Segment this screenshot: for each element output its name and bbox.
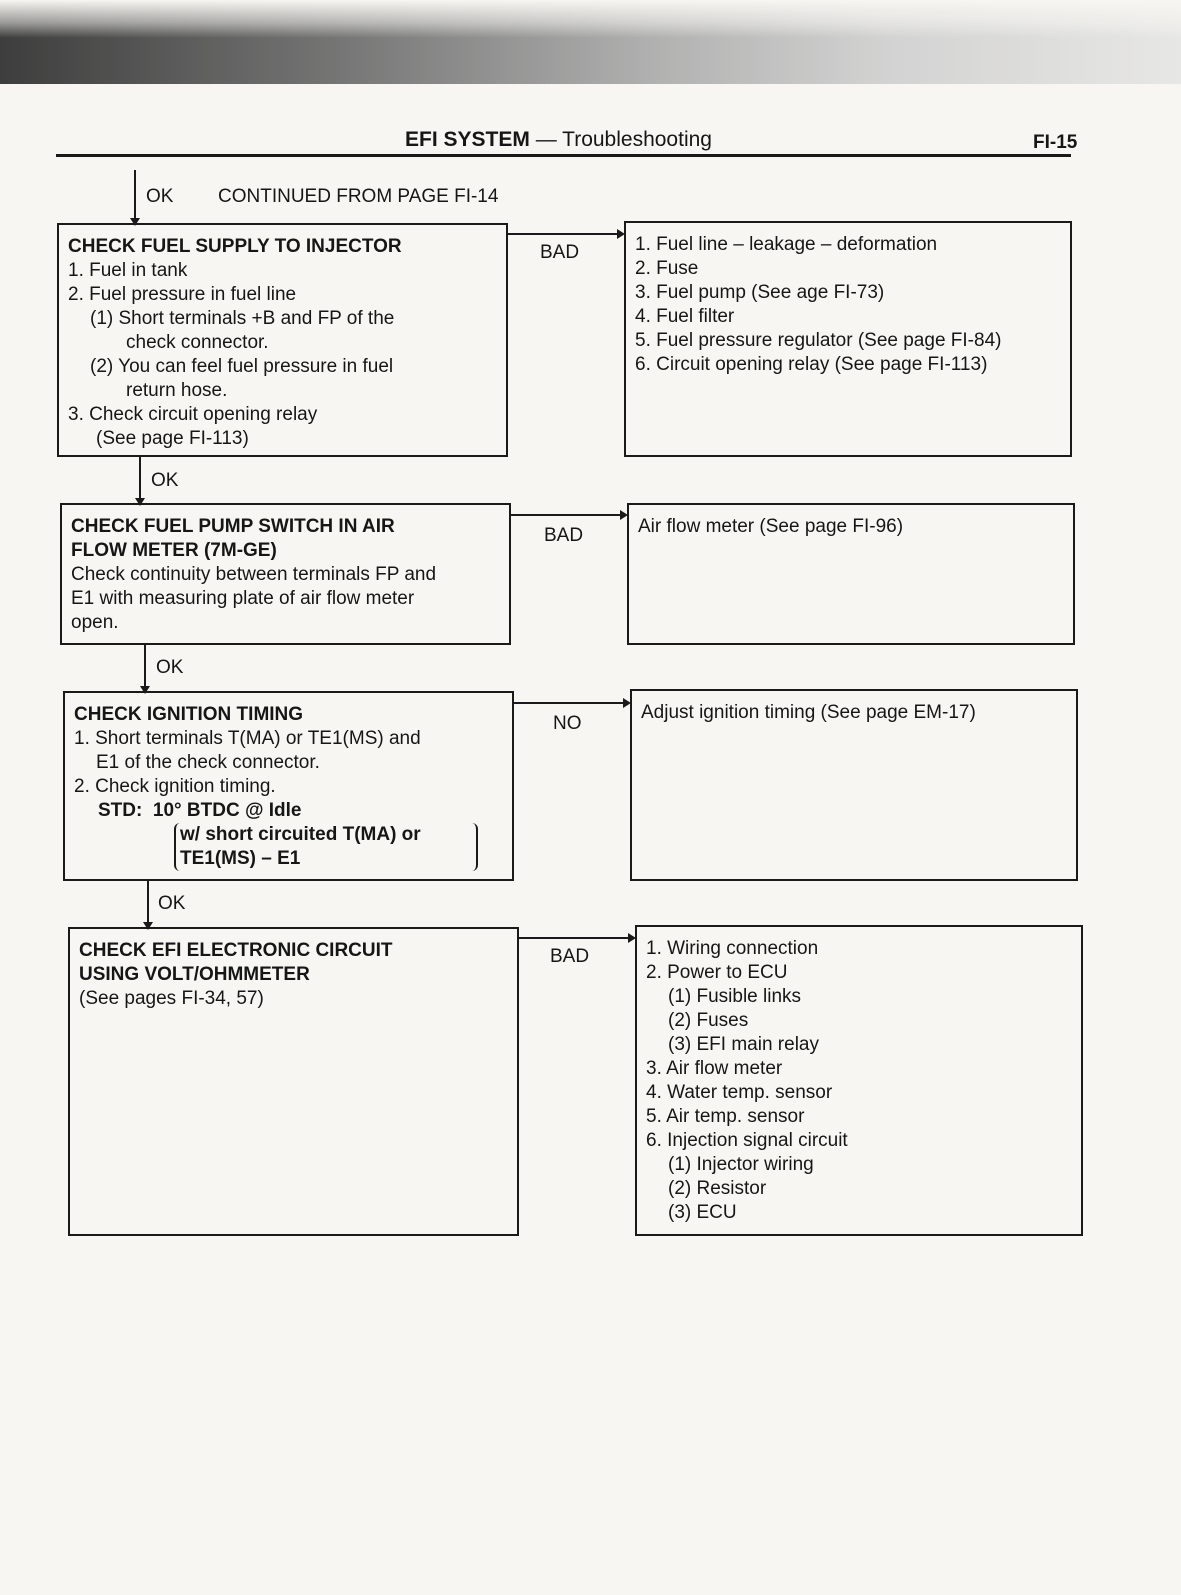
step1-check-box xyxy=(57,223,508,457)
step4-result-line: (2) Resistor xyxy=(668,1178,767,1199)
step1-title: CHECK FUEL SUPPLY TO INJECTOR xyxy=(68,236,402,257)
std-value: 10° BTDC @ Idle xyxy=(152,800,302,821)
std-note: w/ short circuited T(MA) or xyxy=(180,824,421,845)
step1-result-line: 5. Fuel pressure regulator (See page FI-84) xyxy=(635,330,1002,351)
scanned-header-band xyxy=(0,0,1181,84)
header-rule xyxy=(56,154,1071,157)
continued-ok-label: OK xyxy=(146,186,174,207)
step3-branch-arrow xyxy=(514,702,624,704)
step2-result-line: Air flow meter (See page FI-96) xyxy=(638,516,904,537)
step3-line: 1. Short terminals T(MA) or TE1(MS) and xyxy=(74,728,421,749)
step1-line: 2. Fuel pressure in fuel line xyxy=(68,284,297,305)
step1-line: 3. Check circuit opening relay xyxy=(68,404,318,425)
step1-branch-arrow xyxy=(508,233,618,235)
step2-branch-arrow xyxy=(511,514,621,516)
continued-text: CONTINUED FROM PAGE FI-14 xyxy=(218,186,499,207)
step4-result-line: 6. Injection signal circuit xyxy=(646,1130,848,1151)
std-note-bracket xyxy=(174,823,478,871)
step1-line: 1. Fuel in tank xyxy=(68,260,188,281)
step2-title: CHECK FUEL PUMP SWITCH IN AIR xyxy=(71,516,395,537)
step4-result-line: 5. Air temp. sensor xyxy=(646,1106,805,1127)
step1-line: (1) Short terminals +B and FP of the xyxy=(90,308,395,329)
step3-result-line: Adjust ignition timing (See page EM-17) xyxy=(641,702,976,723)
step4-branch-label: BAD xyxy=(550,946,590,967)
step2-ok-arrow xyxy=(144,645,146,688)
step1-line: (See page FI-113) xyxy=(96,428,249,449)
step1-result-line: 3. Fuel pump (See age FI-73) xyxy=(635,282,885,303)
step1-result-line: 1. Fuel line – leakage – deformation xyxy=(635,234,938,255)
step1-line: check connector. xyxy=(126,332,269,353)
step4-check-box xyxy=(68,927,519,1236)
step2-line: Check continuity between terminals FP and xyxy=(71,564,437,585)
step4-line: (See pages FI-34, 57) xyxy=(79,988,264,1009)
step2-ok-label: OK xyxy=(156,657,184,678)
step3-line: E1 of the check connector. xyxy=(96,752,320,773)
step3-line: 2. Check ignition timing. xyxy=(74,776,276,797)
continued-arrow xyxy=(134,170,136,220)
step4-result-line: 3. Air flow meter xyxy=(646,1058,783,1079)
step3-title: CHECK IGNITION TIMING xyxy=(74,704,304,725)
step2-line: E1 with measuring plate of air flow meter xyxy=(71,588,415,609)
step1-result-box xyxy=(624,221,1072,457)
step4-result-line: (1) Fusible links xyxy=(668,986,802,1007)
page-number: FI-15 xyxy=(1033,132,1078,153)
step4-result-line: (1) Injector wiring xyxy=(668,1154,814,1175)
step3-result-box xyxy=(630,689,1078,881)
step3-branch-label: NO xyxy=(553,713,582,734)
std-note: TE1(MS) – E1 xyxy=(180,848,301,869)
step2-check-box xyxy=(60,503,511,645)
step1-line: return hose. xyxy=(126,380,228,401)
step1-branch-label: BAD xyxy=(540,242,580,263)
step4-result-line: (3) ECU xyxy=(668,1202,737,1223)
step4-result-line: 1. Wiring connection xyxy=(646,938,819,959)
step4-result-line: (3) EFI main relay xyxy=(668,1034,819,1055)
step3-check-box xyxy=(63,691,514,881)
step1-result-line: 2. Fuse xyxy=(635,258,699,279)
step4-title: CHECK EFI ELECTRONIC CIRCUIT xyxy=(79,940,393,961)
step2-result-box xyxy=(627,503,1075,645)
std-label: STD: xyxy=(98,800,143,821)
step2-title: FLOW METER (7M-GE) xyxy=(71,540,277,561)
step1-result-line: 4. Fuel filter xyxy=(635,306,735,327)
step4-result-box xyxy=(635,925,1083,1236)
step4-branch-arrow xyxy=(519,937,629,939)
step2-branch-label: BAD xyxy=(544,525,584,546)
step1-ok-label: OK xyxy=(151,470,179,491)
step2-line: open. xyxy=(71,612,119,633)
page-title: EFI SYSTEM — Troubleshooting xyxy=(405,128,712,151)
step3-ok-label: OK xyxy=(158,893,186,914)
step4-result-line: 2. Power to ECU xyxy=(646,962,788,983)
step1-result-line: 6. Circuit opening relay (See page FI-113) xyxy=(635,354,988,375)
step4-result-line: 4. Water temp. sensor xyxy=(646,1082,833,1103)
step4-result-line: (2) Fuses xyxy=(668,1010,749,1031)
step1-line: (2) You can feel fuel pressure in fuel xyxy=(90,356,394,377)
step1-ok-arrow xyxy=(139,457,141,500)
step4-title: USING VOLT/OHMMETER xyxy=(79,964,310,985)
step3-ok-arrow xyxy=(147,881,149,924)
step3-std xyxy=(74,799,503,823)
